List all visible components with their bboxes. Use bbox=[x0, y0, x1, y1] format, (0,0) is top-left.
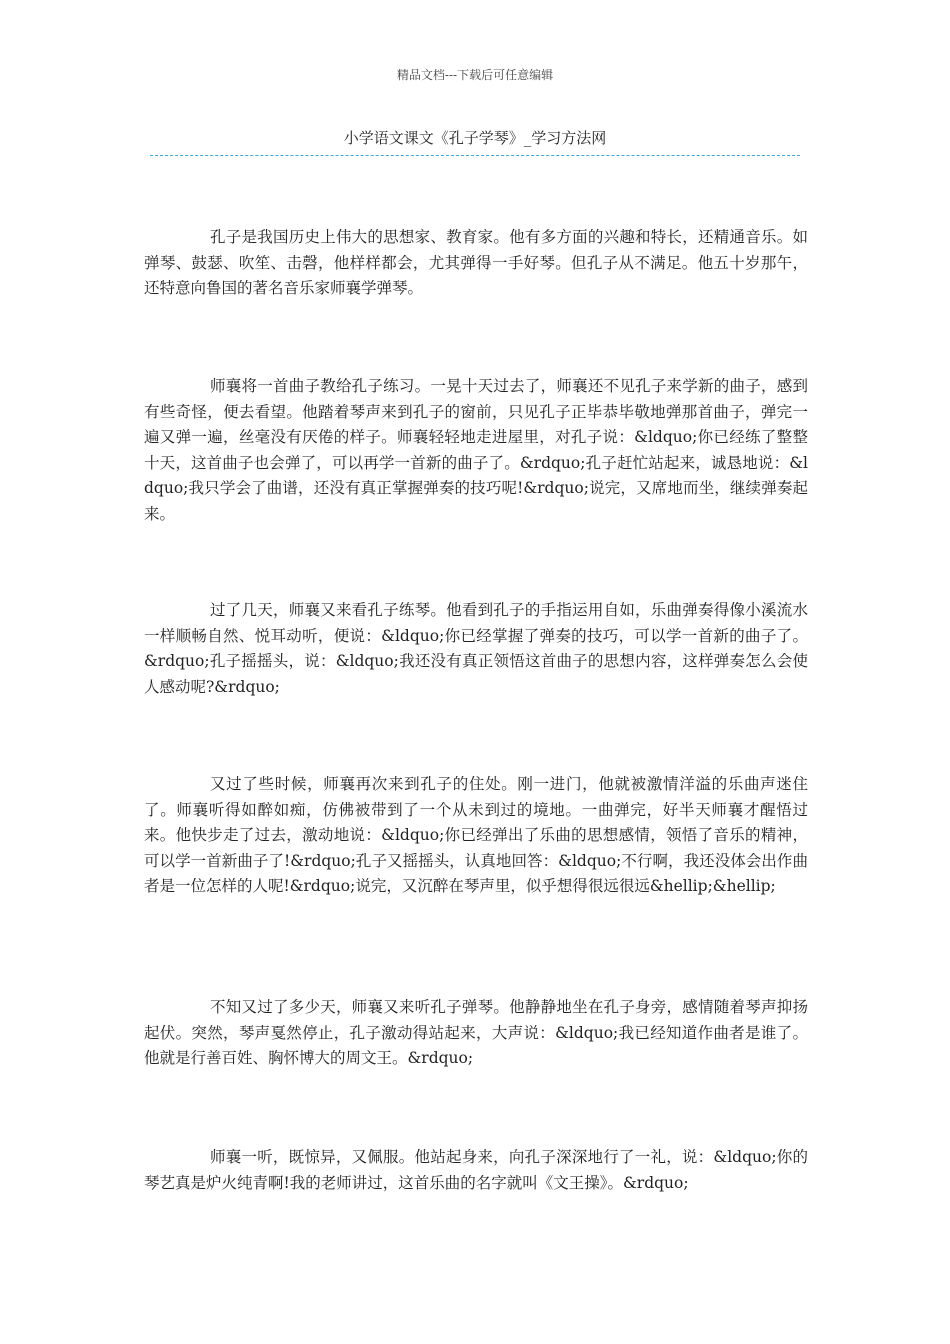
paragraph-2: 师襄将一首曲子教给孔子练习。一晃十天过去了，师襄还不见孔子来学新的曲子，感到有些奇怪，便去看望。他踏着琴声来到孔子的窗前，只见孔子正毕恭毕敬地弹那首曲子，弹完一遍又弹一遍，丝毫没有厌倦的样子。师襄轻轻地走进屋里，对孔子说：&ldquo;你已经练了整整十天，这首曲子也会弹了，可以再学一首新的曲子了。&rdquo;孔子赶忙站起来，诚恳地说：&ldquo;我只学会了曲谱，还没有真正掌握弹奏的技巧呢!&rdquo;说完，又席地而坐，继续弹奏起来。 bbox=[144, 377, 808, 523]
paragraph-5: 不知又过了多少天，师襄又来听孔子弹琴。他静静地坐在孔子身旁，感情随着琴声抑扬起伏。突然，琴声戛然停止，孔子激动得站起来，大声说：&ldquo;我已经知道作曲者是谁了。他就是行善百姓、胸怀博大的周文王。&rdquo; bbox=[144, 998, 808, 1067]
paragraph-1: 孔子是我国历史上伟大的思想家、教育家。他有多方面的兴趣和特长，还精通音乐。如弹琴、鼓瑟、吹笙、击磬，他样样都会，尤其弹得一手好琴。但孔子从不满足。他五十岁那午，还特意向鲁国的著名音乐家师襄学弹琴。 bbox=[144, 228, 808, 297]
paragraph-6: 师襄一听，既惊异，又佩服。他站起身来，向孔子深深地行了一礼，说：&ldquo;你的琴艺真是炉火纯青啊!我的老师讲过，这首乐曲的名字就叫《文王操》。&rdquo; bbox=[144, 1148, 808, 1192]
header-note: 精品文档---下载后可任意编辑 bbox=[396, 68, 554, 82]
paragraph-4: 又过了些时候，师襄再次来到孔子的住处。刚一进门，他就被激情洋溢的乐曲声迷住了。师襄听得如醉如痴，仿佛被带到了一个从未到过的境地。一曲弹完，好半天师襄才醒悟过来。他快步走了过去，激动地说：&ldquo;你已经弹出了乐曲的思想感情，领悟了音乐的精神，可以学一首新曲子了!&rdquo;孔子又摇摇头，认真地回答：&ldquo;不行啊，我还没体会出作曲者是一位怎样的人呢!&rdquo;说完，又沉醉在琴声里，似乎想得很远很远&hellip;&hellip; bbox=[144, 775, 808, 895]
page-title: 小学语文课文《孔子学琴》_学习方法网 bbox=[343, 129, 607, 147]
title-divider bbox=[150, 155, 800, 156]
paragraph-3: 过了几天，师襄又来看孔子练琴。他看到孔子的手指运用自如，乐曲弹奏得像小溪流水一样顺畅自然、悦耳动听，便说：&ldquo;你已经掌握了弹奏的技巧，可以学一首新的曲子了。&rdquo;孔子摇摇头，说：&ldquo;我还没有真正领悟这首曲子的思想内容，这样弹奏怎么会使人感动呢?&rdquo; bbox=[144, 601, 808, 696]
